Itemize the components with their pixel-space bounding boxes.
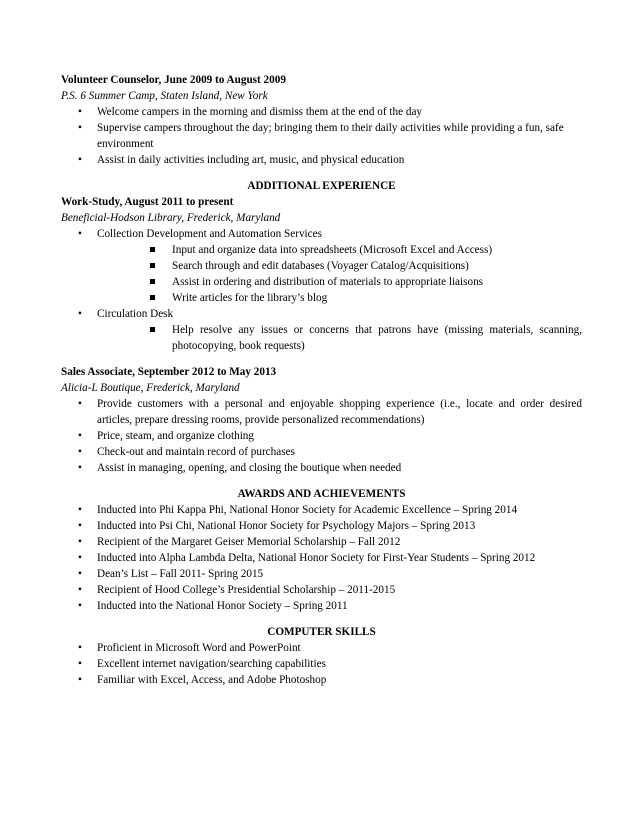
list-item-text: Inducted into Psi Chi, National Honor Society for Psychology Majors – Spring 2013 xyxy=(97,520,476,532)
list-item-text: Inducted into the National Honor Society – Spring 2011 xyxy=(97,600,348,612)
sub-bullet-list xyxy=(61,242,582,306)
list-item xyxy=(61,598,582,614)
sub-list-item xyxy=(61,274,582,290)
bullet-icon: • xyxy=(78,520,82,532)
workstudy-job xyxy=(61,194,582,354)
list-item-text: Provide customers with a personal and enjoyable shopping experience (i.e., locate and order desired articles, prepare dressing rooms, provide personalized recommendations) xyxy=(97,398,582,426)
list-item-text: Help resolve any issues or concerns that patrons have (missing materials, scanning, photocopying, book requests) xyxy=(172,324,582,352)
bullet-icon: • xyxy=(78,536,82,548)
list-item xyxy=(61,582,582,598)
sales-job xyxy=(61,364,582,476)
list-item xyxy=(61,444,582,460)
bullet-icon: • xyxy=(78,568,82,580)
list-item-text: Assist in ordering and distribution of materials to appropriate liaisons xyxy=(172,276,484,288)
bullet-icon: • xyxy=(78,642,82,654)
list-item xyxy=(61,152,582,168)
bullet-list xyxy=(61,502,582,614)
job-place: Alicia-L Boutique, Frederick, Maryland xyxy=(61,382,240,394)
list-item xyxy=(61,518,582,534)
list-item xyxy=(61,428,582,444)
list-item-text: Assist in managing, opening, and closing the boutique when needed xyxy=(97,462,402,474)
list-item-text: Search through and edit databases (Voyager Catalog/Acquisitions) xyxy=(172,260,469,272)
bullet-icon: • xyxy=(78,504,82,516)
bullet-list xyxy=(61,396,582,476)
list-item xyxy=(61,672,582,688)
bullet-icon: • xyxy=(78,674,82,686)
list-item-text: Write articles for the library’s blog xyxy=(172,292,328,304)
list-item xyxy=(61,550,582,566)
bullet-icon: • xyxy=(78,584,82,596)
bullet-icon: • xyxy=(78,552,82,564)
bullet-list xyxy=(61,104,582,168)
job-place: P.S. 6 Summer Camp, Staten Island, New York xyxy=(61,90,268,102)
job-title: Volunteer Counselor, June 2009 to August 2009 xyxy=(61,74,286,86)
section-heading: COMPUTER SKILLS xyxy=(267,626,376,638)
volunteer-section xyxy=(61,72,582,168)
list-item xyxy=(61,534,582,550)
list-item xyxy=(61,120,582,152)
section-heading: ADDITIONAL EXPERIENCE xyxy=(247,180,396,192)
list-item xyxy=(61,396,582,428)
list-item-text: Price, steam, and organize clothing xyxy=(97,430,254,442)
sub-list-item xyxy=(61,242,582,258)
square-bullet-icon xyxy=(150,263,155,268)
bullet-list xyxy=(61,306,582,322)
list-item xyxy=(61,306,582,322)
list-item-text: Dean’s List – Fall 2011- Spring 2015 xyxy=(97,568,264,580)
bullet-icon: • xyxy=(78,430,82,442)
section-heading: AWARDS AND ACHIEVEMENTS xyxy=(237,488,406,500)
sub-bullet-list xyxy=(61,322,582,354)
list-item xyxy=(61,460,582,476)
job-place: Beneficial-Hodson Library, Frederick, Maryland xyxy=(61,212,281,224)
list-item xyxy=(61,104,582,120)
bullet-icon: • xyxy=(78,398,82,410)
list-item xyxy=(61,502,582,518)
list-item xyxy=(61,566,582,582)
bullet-icon: • xyxy=(78,600,82,612)
list-item-text: Check-out and maintain record of purchases xyxy=(97,446,295,458)
job-title: Sales Associate, September 2012 to May 2013 xyxy=(61,366,277,378)
bullet-icon: • xyxy=(78,308,82,320)
list-item-text: Proficient in Microsoft Word and PowerPoint xyxy=(97,642,301,654)
bullet-icon: • xyxy=(78,106,82,118)
list-item-text: Assist in daily activities including art, music, and physical education xyxy=(97,154,405,166)
resume-page xyxy=(61,72,582,688)
list-item-text: Welcome campers in the morning and dismiss them at the end of the day xyxy=(97,106,423,118)
bullet-icon: • xyxy=(78,228,82,240)
list-item-text: Familiar with Excel, Access, and Adobe Photoshop xyxy=(97,674,327,686)
bullet-icon: • xyxy=(78,462,82,474)
square-bullet-icon xyxy=(150,327,155,332)
list-item xyxy=(61,656,582,672)
additional-experience-section xyxy=(61,178,582,476)
list-item-text: Excellent internet navigation/searching capabilities xyxy=(97,658,326,670)
list-item-text: Inducted into Phi Kappa Phi, National Honor Society for Academic Excellence – Spring 2014 xyxy=(97,504,518,516)
list-item-text: Recipient of Hood College’s Presidential Scholarship – 2011-2015 xyxy=(97,584,396,596)
list-item-text: Circulation Desk xyxy=(97,308,174,320)
list-item xyxy=(61,640,582,656)
awards-section xyxy=(61,486,582,614)
bullet-icon: • xyxy=(78,122,82,134)
square-bullet-icon xyxy=(150,295,155,300)
list-item xyxy=(61,226,582,242)
list-item-text: Input and organize data into spreadsheets (Microsoft Excel and Access) xyxy=(172,244,493,256)
list-item-text: Supervise campers throughout the day; bringing them to their daily activities while providing a fun, safe environment xyxy=(97,122,564,150)
bullet-list xyxy=(61,640,582,688)
sub-list-item xyxy=(61,290,582,306)
square-bullet-icon xyxy=(150,247,155,252)
list-item-text: Inducted into Alpha Lambda Delta, National Honor Society for First-Year Students – Spring 2012 xyxy=(97,552,536,564)
bullet-icon: • xyxy=(78,446,82,458)
sub-list-item xyxy=(61,322,582,354)
computer-skills-section xyxy=(61,624,582,688)
sub-list-item xyxy=(61,258,582,274)
square-bullet-icon xyxy=(150,279,155,284)
job-title: Work-Study, August 2011 to present xyxy=(61,196,234,208)
list-item-text: Recipient of the Margaret Geiser Memorial Scholarship – Fall 2012 xyxy=(97,536,401,548)
bullet-icon: • xyxy=(78,658,82,670)
bullet-list xyxy=(61,226,582,242)
bullet-icon: • xyxy=(78,154,82,166)
list-item-text: Collection Development and Automation Services xyxy=(97,228,322,240)
